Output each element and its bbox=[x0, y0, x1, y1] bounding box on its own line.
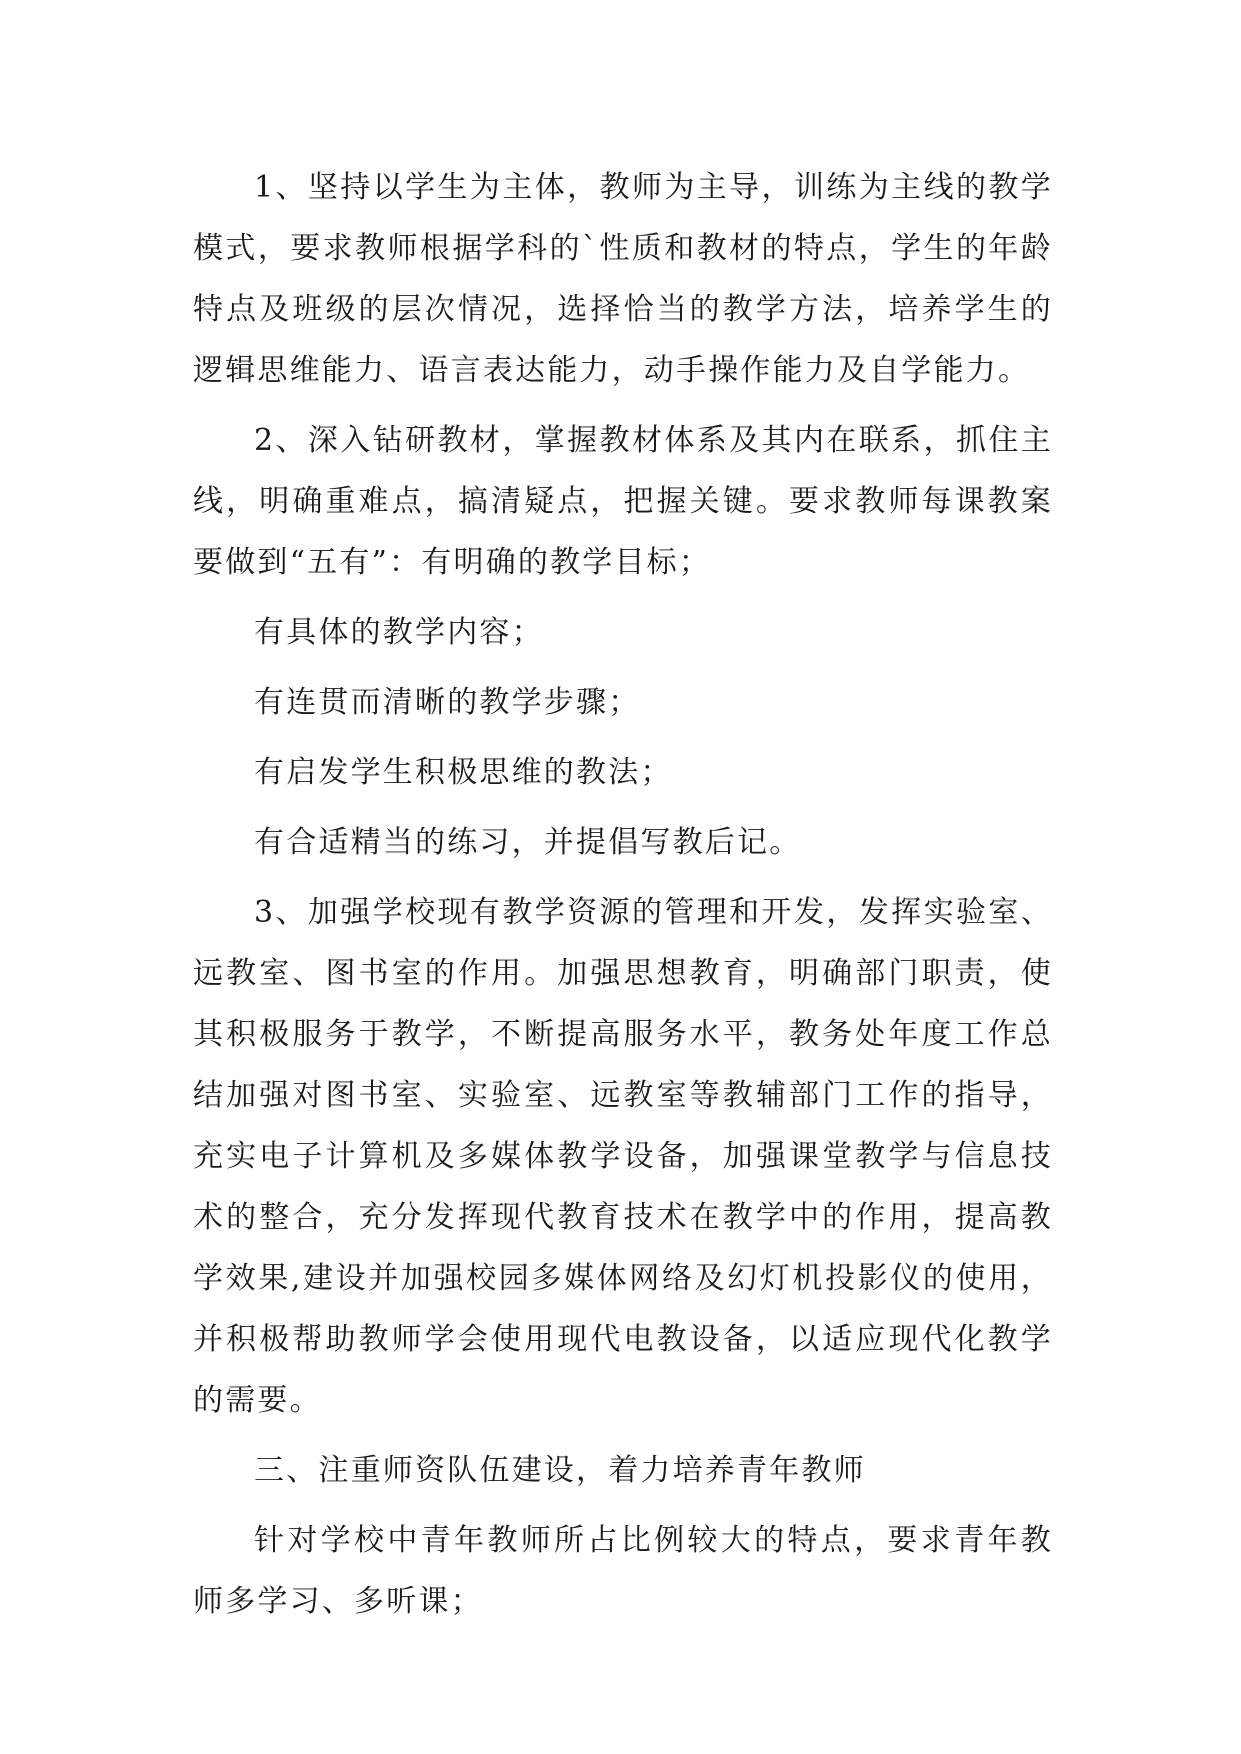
section-heading: 三、注重师资队伍建设，着力培养青年教师 bbox=[254, 1453, 866, 1488]
document-body bbox=[193, 157, 1053, 1641]
paragraph-5: 有启发学生积极思维的教法； bbox=[254, 755, 673, 790]
paragraph-4: 有连贯而清晰的教学步骤； bbox=[254, 685, 641, 720]
paragraph-3: 有具体的教学内容； bbox=[254, 615, 544, 650]
paragraph-2: 2、深入钻研教材，掌握教材体系及其内在联系，抓住主线，明确重难点，搞清疑点，把握关键。要求教师每课教案要做到“五有”：有明确的教学目标； bbox=[193, 423, 1053, 580]
paragraph-1: 1、坚持以学生为主体，教师为主导，训练为主线的教学模式，要求教师根据学科的`性质和教材的特点，学生的年龄特点及班级的层次情况，选择恰当的教学方法，培养学生的逻辑思维能力、语言表达能力，动手操作能力及自学能力。 bbox=[193, 170, 1053, 388]
paragraph-6: 有合适精当的练习，并提倡写教后记。 bbox=[254, 825, 802, 860]
paragraph-8: 针对学校中青年教师所占比例较大的特点，要求青年教师多学习、多听课； bbox=[193, 1523, 1053, 1619]
paragraph-7: 3、加强学校现有教学资源的管理和开发，发挥实验室、远教室、图书室的作用。加强思想教育，明确部门职责，使其积极服务于教学，不断提高服务水平，教务处年度工作总结加强对图书室、实验室、远教室等教辅部门工作的指导，充实电子计算机及多媒体教学设备，加强课堂教学与信息技术的整合，充分发挥现代教育技术在教学中的作用，提高教学效果,建设并加强校园多媒体网络及幻灯机投影仪的使用，并积极帮助教师学会使用现代电教设备，以适应现代化教学的需要。 bbox=[193, 895, 1053, 1418]
